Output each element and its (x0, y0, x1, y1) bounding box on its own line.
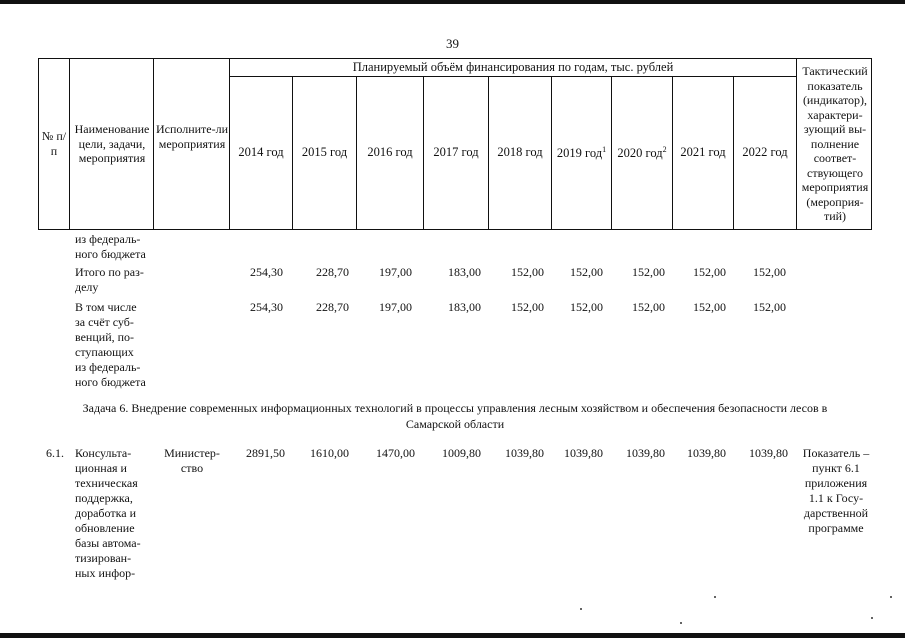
value-2018: 1039,80 (505, 446, 544, 460)
row-name-line: ного бюджета (75, 247, 146, 261)
value-2015: 228,70 (316, 265, 349, 279)
item-executor-line: ство (180, 461, 204, 475)
value-2016: 1470,00 (376, 446, 415, 460)
task-heading-line: Самарской области (405, 416, 505, 431)
value-2021: 152,00 (693, 265, 726, 279)
year-2021: 2021 год (680, 145, 726, 159)
value-2022: 152,00 (753, 300, 786, 314)
item-executor-line: Министер- (164, 446, 220, 460)
item-name-line: обновление (75, 521, 135, 535)
item-indicator-line: программе (808, 521, 864, 535)
row-divider (229, 76, 796, 77)
year-2019: 2019 год$^1$ (556, 145, 607, 161)
row-name-line: В том числе (75, 300, 137, 314)
value-2014: 2891,50 (246, 446, 285, 460)
year-2018: 2018 год (497, 145, 543, 159)
row-name-line: венций, по- (75, 330, 135, 344)
scan-speck (580, 608, 582, 610)
year-2015: 2015 год (301, 145, 348, 159)
year-2017: 2017 год (433, 145, 479, 159)
row-name-line: за счёт суб- (75, 315, 134, 329)
table-header (38, 58, 872, 230)
value-2016: 197,00 (379, 265, 412, 279)
item-name-line: поддержка, (75, 491, 133, 505)
value-2020: 152,00 (632, 300, 665, 314)
item-name-line: ционная и (75, 461, 127, 475)
footnote-2: 2 (662, 145, 667, 154)
value-2022: 1039,80 (749, 446, 788, 460)
header-name: Наименование цели, задачи, мероприятия (74, 122, 150, 165)
row-name-line: делу (75, 280, 99, 294)
row-name-line: из федераль- (75, 232, 141, 246)
value-2022: 152,00 (753, 265, 786, 279)
value-2017: 1009,80 (442, 446, 481, 460)
row-name-line: ного бюджета (75, 375, 146, 389)
scan-top-edge (0, 0, 905, 4)
row-name-line: ступающих (75, 345, 134, 359)
header-no: № п/п (41, 129, 67, 158)
value-2015: 228,70 (316, 300, 349, 314)
header-executor: Исполните-ли мероприятия (155, 122, 229, 151)
year-2014: 2014 год (238, 145, 284, 159)
scan-bottom-edge (0, 633, 905, 638)
scan-speck (714, 596, 716, 598)
year-2020: 2020 год$^2$ (617, 145, 667, 161)
value-2018: 152,00 (511, 265, 544, 279)
value-2014: 254,30 (250, 300, 283, 314)
item-indicator-line: 1.1 к Госу- (808, 491, 864, 505)
header-indicator: Тактический показатель (индикатор), характери-зующий вы-полнение соответ-ствующего мероприятия (мероприя-тий) (801, 64, 869, 223)
item-name-line: техническая (75, 476, 138, 490)
scan-speck (680, 622, 682, 624)
item-name-line: доработка и (75, 506, 137, 520)
year-2022: 2022 год (742, 145, 788, 159)
row-name-line: Итого по раз- (75, 265, 144, 279)
value-2017: 183,00 (448, 265, 481, 279)
value-2016: 197,00 (379, 300, 412, 314)
value-2020: 152,00 (632, 265, 665, 279)
item-name-line: ных инфор- (75, 566, 136, 580)
row-name-line: из федераль- (75, 360, 141, 374)
value-2020: 1039,80 (626, 446, 665, 460)
task-heading-line: Задача 6. Внедрение современных информационных технологий в процессы управления лесным хозяйством и обеспечения безопасности лесов в (82, 401, 828, 415)
value-2021: 152,00 (693, 300, 726, 314)
item-indicator-line: Показатель – (802, 446, 870, 460)
value-2019: 152,00 (570, 265, 603, 279)
footnote-1: 1 (602, 145, 607, 154)
value-2015: 1610,00 (310, 446, 349, 460)
value-2019: 1039,80 (564, 446, 603, 460)
scan-speck (890, 596, 892, 598)
year-2016: 2016 год (367, 145, 413, 159)
page-number: 39 (446, 36, 459, 51)
value-2019: 152,00 (570, 300, 603, 314)
item-indicator-line: приложения (804, 476, 868, 490)
item-indicator-line: дарственной (803, 506, 869, 520)
item-indicator-line: пункт 6.1 (812, 461, 860, 475)
item-name-line: тизирован- (75, 551, 132, 565)
item-number: 6.1. (46, 446, 64, 460)
value-2017: 183,00 (448, 300, 481, 314)
scan-speck (871, 617, 873, 619)
value-2018: 152,00 (511, 300, 544, 314)
value-2021: 1039,80 (687, 446, 726, 460)
item-name-line: базы автома- (75, 536, 141, 550)
task-heading (40, 401, 870, 432)
header-financing: Планируемый объём финансирования по годам, тыс. рублей (352, 60, 674, 74)
item-name-line: Консульта- (75, 446, 132, 460)
value-2014: 254,30 (250, 265, 283, 279)
